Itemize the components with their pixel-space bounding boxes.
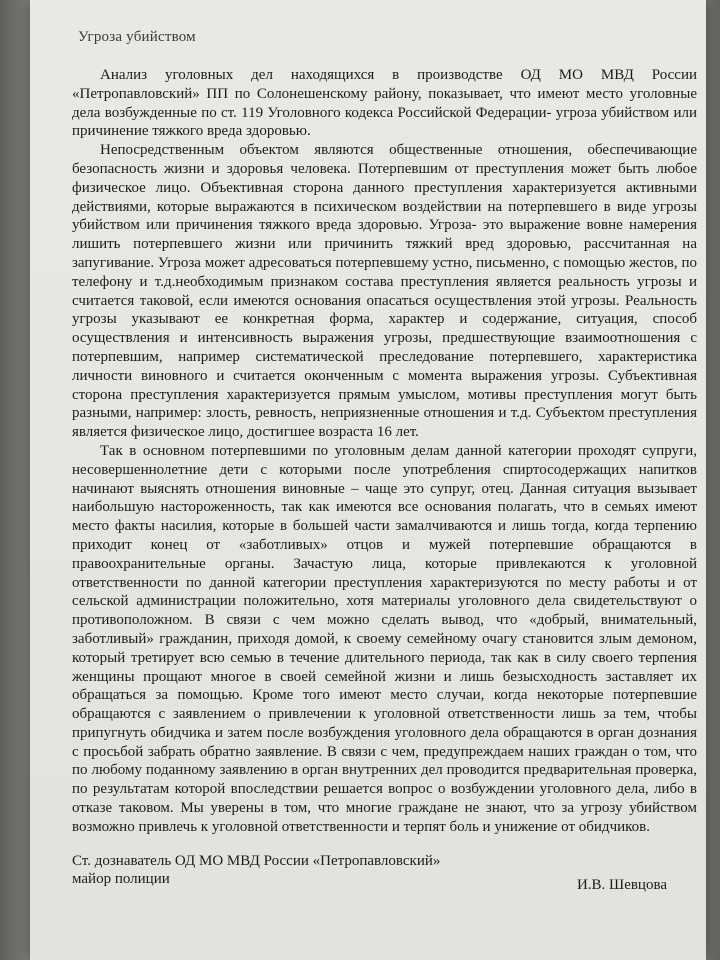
signer-position: Ст. дознаватель ОД МО МВД России «Петропавловский» bbox=[72, 853, 441, 869]
signer-rank: майор полиции bbox=[72, 871, 170, 887]
document-sheet bbox=[30, 0, 706, 960]
signer-name: И.В. Шевцова bbox=[576, 877, 667, 893]
document-body bbox=[72, 66, 697, 837]
signature-block bbox=[72, 852, 697, 893]
paragraph-intro: Анализ уголовных дел находящихся в производстве ОД МО МВД России «Петропавловский» ПП по Солонешенскому району, показывает, что имеют место уголовные дела возбужденные по ст. 119 Уголовного кодекса Российской Федерации- угроза убийством или причинение тяжкого вреда здоровью. bbox=[72, 67, 697, 140]
paragraph-victims-and-warning: Так в основном потерпевшими по уголовным делам данной категории проходят супруги, несовершеннолетние дети с которыми после употребления спиртосодержащих напитков начинают выяснять отношения виновные – чаще это супруг, отец. Данная ситуация вызывает наибольшую настороженность, так как имеются все основания полагать, что в семьях имеют место факты насилия, которые в большей части замалчиваются и лишь тогда, когда терпению приходит конец от «заботливых» отцов и мужей потерпевшие обращаются в правоохранительные органы. Зачастую лица, которые привлекаются к уголовной ответственности по данной категории преступления характеризуются по месту работы и от сельской администрации положительно, хотя материалы уголовного дела свидетельствуют о противоположном. В связи с чем можно сделать вывод, что «добрый, внимательный, заботливый» гражданин, приходя домой, к своему семейному очагу становится злым демоном, который третирует всю семью в течение длительного периода, так как в силу своего терпения женщины прощают многое в своей семейной жизни и лишь безысходность заставляет их обращаться за помощью. Кроме того имеют место случаи, когда некоторые потерпевшие обращаются с заявлением о привлечении к уголовной ответственности лишь за тем, чтобы припугнуть обидчика и затем после возбуждения уголовного дела обращаются в орган дознания с просьбой забрать обратно заявление. В связи с чем, предупреждаем наших граждан о том, что по любому поданному заявлению в орган внутренних дел проводится предварительная проверка, по результатам которой впоследствии решается вопрос о возбуждении уголовного дела, либо в отказе таковом. Мы уверены в том, что многие граждане не знают, что за угрозу убийством возможно привлечь к уголовной ответственности и терпят боль и унижение от обидчиков. bbox=[72, 442, 697, 835]
paragraph-legal-definition: Непосредственным объектом являются общественные отношения, обеспечивающие безопасность жизни и здоровья человека. Потерпевшим от преступления может быть любое физическое лицо. Объективная сторона данного преступления характеризуется активными действиями, которые выражаются в психическом воздействии на потерпевшего в виде угрозы убийством или причинения тяжкого вреда здоровью. Угроза- это выражение вовне намерения лишить потерпевшего жизни или причинить тяжкий вред здоровью, рассчитанная на запугивание. Угроза может адресоваться потерпевшему устно, письменно, с помощью жестов, по телефону и т.д.необходимым признаком состава преступления является реальность угрозы и считается таковой, если имеются основания опасаться осуществления этой угрозы. Реальность угрозы указывают ее конкретная форма, характер и содержание, ситуация, способ осуществления и интенсивность выражения угрозы, предшествующие взаимоотношения с потерпевшим, например систематической преследование потерпевшего, характеристика личности виновного и считается оконченным с момента выражения угрозы. Субъективная сторона преступления характеризуется прямым умыслом, мотивы преступления могут быть разными, например: злость, ревность, неприязненные отношения и т.д. Субъектом преступления является физическое лицо, достигшее возраста 16 лет. bbox=[72, 142, 697, 441]
document-title: Угроза убийством bbox=[78, 29, 196, 45]
